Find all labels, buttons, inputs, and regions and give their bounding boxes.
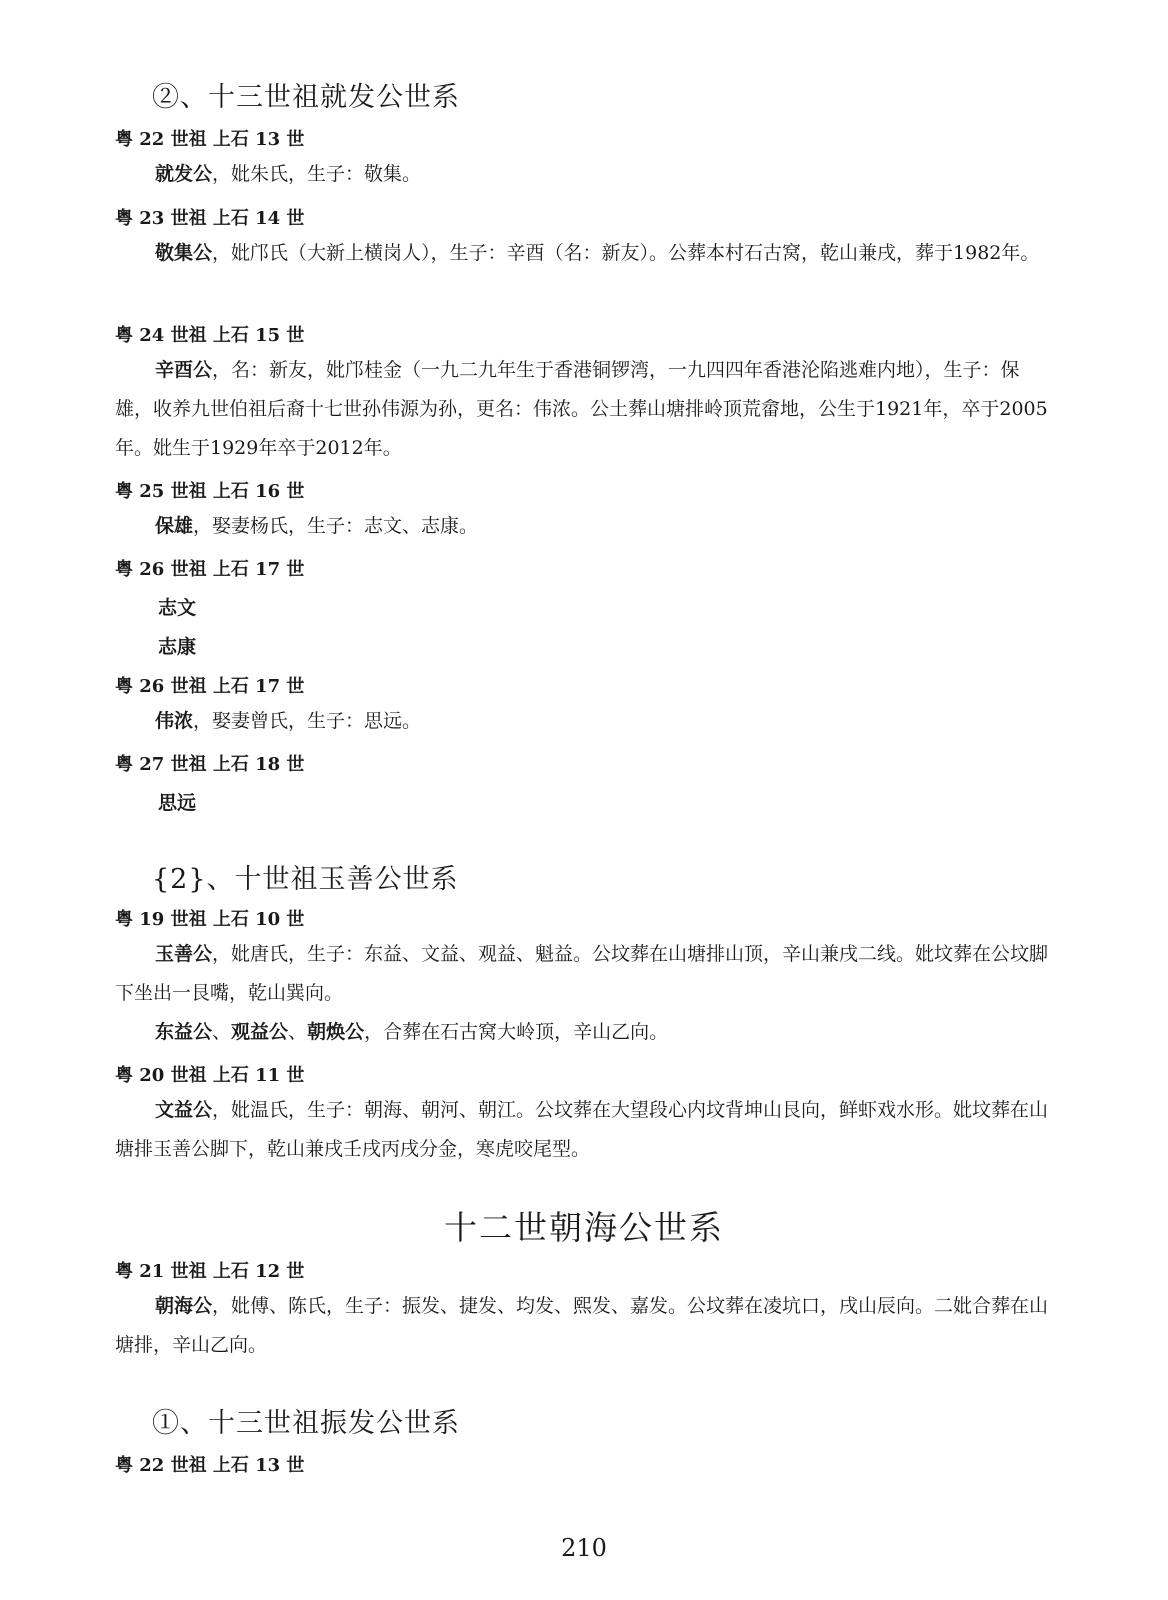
generation-label: 粤 23 世祖 上石 14 世 [115,208,305,229]
entry-paragraph [115,1091,1050,1169]
section-heading: ②、十三世祖就发公世系 [152,82,460,113]
separator: 、 [212,1021,232,1043]
generation-label: 粤 22 世祖 上石 13 世 [115,1455,305,1476]
ancestor-name: 保雄 [155,515,194,537]
ancestor-name: 辛酉公 [155,359,213,381]
generation-label: 粤 19 世祖 上石 10 世 [115,909,305,930]
entry-text: ，妣朱氏，生子：敬集。 [212,163,422,185]
entry-paragraph [115,155,1050,194]
entry-text: ，娶妻杨氏，生子：志文、志康。 [193,515,479,537]
generation-label: 粤 21 世祖 上石 12 世 [115,1261,305,1282]
entry-paragraph [115,1287,1050,1365]
section-heading: {2}、十世祖玉善公世系 [152,864,459,895]
entry-paragraph [115,507,1050,546]
entry-paragraph [115,234,1050,273]
separator: 、 [288,1021,308,1043]
entry-paragraph [115,935,1050,1013]
ancestor-name: 观益公 [231,1021,289,1043]
page-number: 210 [561,1534,607,1562]
descendant-name: 志文 [158,597,197,619]
entry-paragraph [115,351,1050,468]
ancestor-name: 就发公 [155,163,213,185]
ancestor-name: 东益公 [155,1021,213,1043]
generation-label: 粤 26 世祖 上石 17 世 [115,676,305,697]
ancestor-name: 文益公 [155,1099,213,1121]
generation-label: 粤 27 世祖 上石 18 世 [115,754,305,775]
ancestor-name: 敬集公 [155,242,213,264]
entry-paragraph [115,702,1050,741]
chapter-heading: 十二世朝海公世系 [444,1208,724,1247]
ancestor-name: 朝海公 [155,1295,213,1317]
generation-label: 粤 25 世祖 上石 16 世 [115,481,305,502]
section-heading: ①、十三世祖振发公世系 [152,1408,460,1439]
ancestor-name: 玉善公 [155,943,213,965]
ancestor-name: 伟浓 [155,710,194,732]
entry-text: ，妣温氏，生子：朝海、朝河、朝江。公坟葬在大望段心内坟背坤山艮向，鲜虾戏水形。妣坟葬在山塘排玉善公脚下，乾山兼戌壬戌丙戌分金，寒虎咬尾型。 [115,1099,1049,1160]
entry-text: ，合葬在石古窝大岭顶，辛山乙向。 [364,1021,669,1043]
entry-paragraph [115,1013,1050,1052]
ancestor-name: 朝焕公 [307,1021,365,1043]
generation-label: 粤 20 世祖 上石 11 世 [115,1065,305,1086]
generation-label: 粤 24 世祖 上石 15 世 [115,325,305,346]
entry-text: ，妣邝氏（大新上横岗人），生子：辛酉（名：新友）。公葬本村石古窝，乾山兼戌，葬于1982年。 [212,242,1040,264]
generation-label: 粤 26 世祖 上石 17 世 [115,559,305,580]
descendant-name: 思远 [158,792,197,814]
entry-text: ，娶妻曾氏，生子：思远。 [193,710,422,732]
entry-text: ，妣傅、陈氏，生子：振发、捷发、均发、熙发、嘉发。公坟葬在凌坑口，戌山辰向。二妣合葬在山塘排，辛山乙向。 [115,1295,1049,1356]
entry-text: ，名：新友，妣邝桂金（一九二九年生于香港铜锣湾，一九四四年香港沦陷逃难内地），生子：保雄，收养九世伯祖后裔十七世孙伟源为孙，更名：伟浓。公土葬山塘排岭顶荒畲地，公生于1921年，卒于2005年。妣生于1929年卒于2012年。 [115,359,1048,459]
entry-text: ，妣唐氏，生子：东益、文益、观益、魁益。公坟葬在山塘排山顶，辛山兼戌二线。妣坟葬在公坟脚下坐出一艮嘴，乾山巽向。 [115,943,1049,1004]
descendant-name: 志康 [158,636,197,658]
generation-label: 粤 22 世祖 上石 13 世 [115,129,305,150]
